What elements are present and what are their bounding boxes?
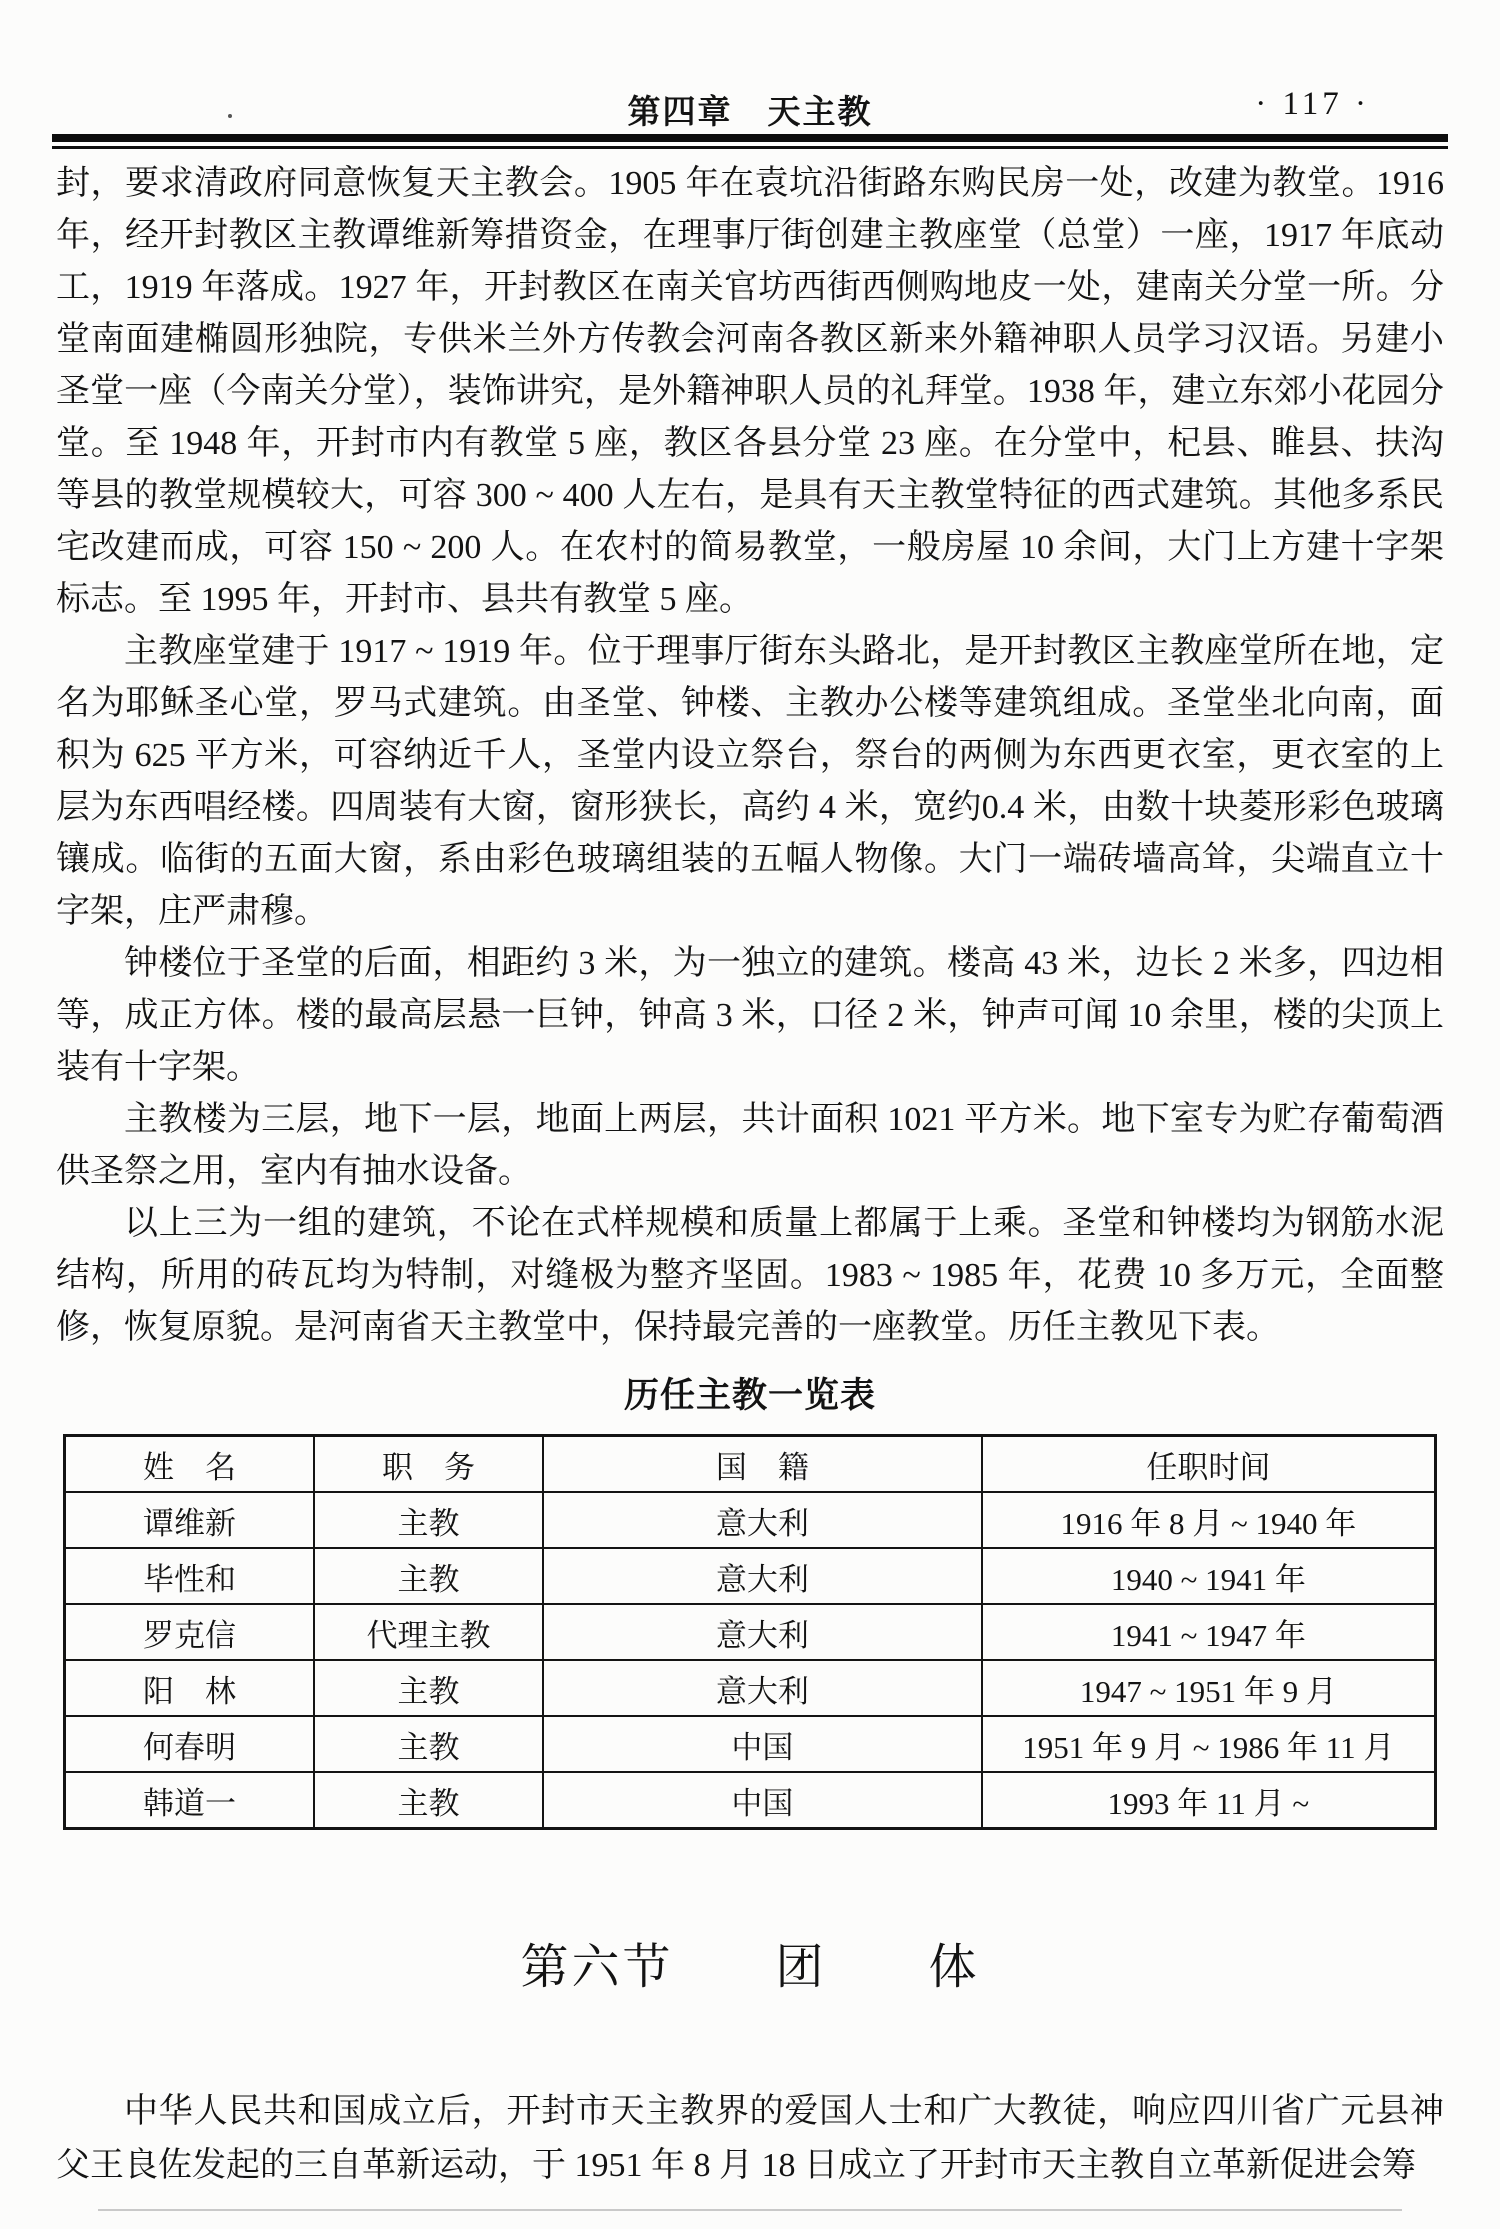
col-header-position: 职 务 (314, 1436, 543, 1493)
cell-tenure: 1947 ~ 1951 年 9 月 (982, 1660, 1436, 1716)
cell-nationality: 意大利 (543, 1604, 982, 1660)
paragraph: 主教座堂建于 1917 ~ 1919 年。位于理事厅街东头路北，是开封教区主教座堂所在地，定名为耶稣圣心堂，罗马式建筑。由圣堂、钟楼、主教办公楼等建筑组成。圣堂坐北向南，面积为 625 平方米，可容纳近千人，圣堂内设立祭台，祭台的两侧为东西更衣室，更衣室的上层为东西唱经楼。四周装有大窗，窗形狭长，高约 4 米，宽约0.4 米，由数十块菱形彩色玻璃镶成。临街的五面大窗，系由彩色玻璃组装的五幅人物像。大门一端砖墙高耸，尖端直立十字架，庄严肃穆。 (56, 633, 1444, 930)
cell-name: 罗克信 (65, 1604, 315, 1660)
cell-tenure: 1993 年 11 月 ~ (982, 1772, 1436, 1829)
cell-tenure: 1951 年 9 月 ~ 1986 年 11 月 (982, 1716, 1436, 1772)
cell-nationality: 意大利 (543, 1492, 982, 1548)
cell-name: 毕性和 (65, 1548, 315, 1604)
header-rule-thick (52, 134, 1448, 142)
cell-nationality: 中国 (543, 1716, 982, 1772)
cell-position: 主教 (314, 1548, 543, 1604)
table-row (65, 1716, 1436, 1772)
table-row (65, 1492, 1436, 1548)
bishops-table (63, 1434, 1437, 1830)
paragraph: 中华人民共和国成立后，开封市天主教界的爱国人士和广大教徒，响应四川省广元县神父王良佐发起的三自革新运动，于 1951 年 8 月 18 日成立了开封市天主教自立革新促进会筹 (56, 2093, 1444, 2184)
cell-tenure: 1916 年 8 月 ~ 1940 年 (982, 1492, 1436, 1548)
cell-nationality: 意大利 (543, 1660, 982, 1716)
cell-name: 阳 林 (65, 1660, 315, 1716)
page-number: · 117 · (1255, 86, 1370, 122)
paragraph: 封，要求清政府同意恢复天主教会。1905 年在袁坑沿街路东购民房一处，改建为教堂。1916 年，经开封教区主教谭维新筹措资金，在理事厅街创建主教座堂（总堂）一座，1917 年底动工，1919 年落成。1927 年，开封教区在南关官坊西街西侧购地皮一处，建南关分堂一所。分堂南面建椭圆形独院，专供米兰外方传教会河南各教区新来外籍神职人员学习汉语。另建小圣堂一座（今南关分堂），装饰讲究，是外籍神职人员的礼拜堂。1938 年，建立东郊小花园分堂。至 1948 年，开封市内有教堂 5 座，教区各县分堂 23 座。在分堂中，杞县、睢县、扶沟等县的教堂规模较大，可容 300 ~ 400 人左右，是具有天主教堂特征的西式建筑。其他多系民宅改建而成，可容 150 ~ 200 人。在农村的简易教堂，一般房屋 10 余间，大门上方建十字架标志。至 1995 年，开封市、县共有教堂 5 座。 (56, 165, 1444, 618)
paragraph: 钟楼位于圣堂的后面，相距约 3 米，为一独立的建筑。楼高 43 米，边长 2 米多，四边相等，成正方体。楼的最高层悬一巨钟，钟高 3 米，口径 2 米，钟声可闻 10 余里，楼的尖顶上装有十字架。 (56, 945, 1444, 1086)
table-title: 历任主教一览表 (623, 1376, 876, 1415)
section-heading: 第六节 团 体 (520, 1941, 980, 1994)
chapter-title: 第四章 天主教 (627, 95, 873, 131)
cell-position: 代理主教 (314, 1604, 543, 1660)
closing-text (56, 2085, 1444, 2193)
paragraph: 主教楼为三层，地下一层，地面上两层，共计面积 1021 平方米。地下室专为贮存葡萄酒供圣祭之用，室内有抽水设备。 (56, 1101, 1444, 1190)
header-rule-thin (52, 146, 1448, 149)
body-text (56, 158, 1444, 1354)
col-header-tenure: 任职时间 (982, 1436, 1436, 1493)
cell-position: 主教 (314, 1772, 543, 1829)
col-header-name: 姓 名 (65, 1436, 315, 1493)
cell-position: 主教 (314, 1492, 543, 1548)
cell-name: 谭维新 (65, 1492, 315, 1548)
cell-tenure: 1940 ~ 1941 年 (982, 1548, 1436, 1604)
table-row (65, 1772, 1436, 1829)
table-row (65, 1604, 1436, 1660)
table-row (65, 1548, 1436, 1604)
paragraph: 以上三为一组的建筑，不论在式样规模和质量上都属于上乘。圣堂和钟楼均为钢筋水泥结构，所用的砖瓦均为特制，对缝极为整齐坚固。1983 ~ 1985 年，花费 10 多万元，全面整修，恢复原貌。是河南省天主教堂中，保持最完善的一座教堂。历任主教见下表。 (56, 1205, 1444, 1346)
cell-nationality: 中国 (543, 1772, 982, 1829)
scan-artifact-line (98, 2209, 1402, 2211)
scan-speck (228, 114, 232, 118)
table-header-row (65, 1436, 1436, 1493)
cell-name: 何春明 (65, 1716, 315, 1772)
table-row (65, 1660, 1436, 1716)
cell-name: 韩道一 (65, 1772, 315, 1829)
cell-nationality: 意大利 (543, 1548, 982, 1604)
cell-position: 主教 (314, 1660, 543, 1716)
cell-tenure: 1941 ~ 1947 年 (982, 1604, 1436, 1660)
col-header-nationality: 国 籍 (543, 1436, 982, 1493)
page-header (0, 0, 1500, 131)
cell-position: 主教 (314, 1716, 543, 1772)
